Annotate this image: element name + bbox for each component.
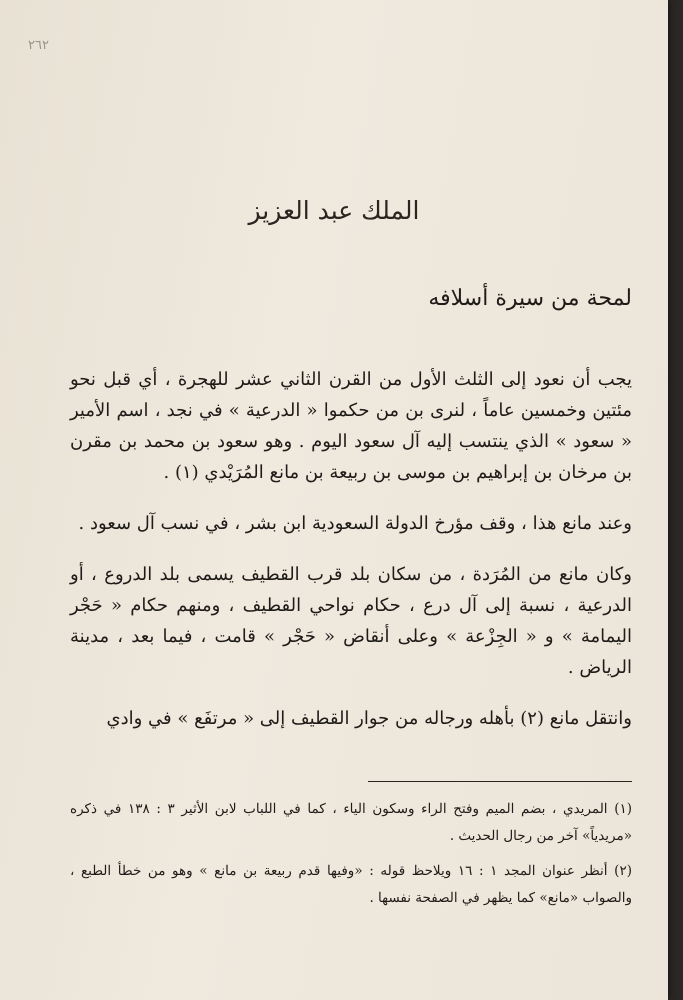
footnote-divider (368, 781, 632, 782)
running-head: الملك عبد العزيز (248, 196, 420, 225)
paragraph-3: وكان مانع من المُرَدة ، من سكان بلد قرب القطيف يسمى بلد الدروع ، أو الدرعية ، نسبة إلى آل درع ، حكام نواحي القطيف ، ومنهم حكام « حَجْر اليمامة » و « الجِزْعة » وعلى أنقاض « حَجْر » قامت ، فيما بعد ، مدينة الرياض . (70, 564, 632, 678)
paragraph-1: يجب أن نعود إلى الثلث الأول من القرن الثاني عشر للهجرة ، أي قبل نحو مئتين وخمسين عاماً ، لنرى بن من حكموا « الدرعية » في نجد ، اسم الأمير « سعود » الذي ينتسب إليه آل سعود اليوم . وهو سعود بن محمد بن مقرن بن مرخان بن إبراهيم بن موسى بن ربيعة بن مانع المُرَيْدي (١) . (70, 369, 632, 483)
footnote-1: (١) المريدي ، بضم الميم وفتح الراء وسكون الياء ، كما في اللباب لابن الأثير ٣ : ١٣٨ في ذكره «مريدياً» آخر من رجال الحديث . (70, 801, 633, 844)
body-text (70, 364, 632, 754)
section-title: لمحة من سيرة أسلافه (428, 286, 632, 311)
paragraph-2: وعند مانع هذا ، وقف مؤرخ الدولة السعودية ابن بشر ، في نسب آل سعود . (78, 513, 632, 534)
footnotes (70, 796, 632, 920)
footnote-2: (٢) أنظر عنوان المجد ١ : ١٦ ويلاحظ قوله : «وفيها قدم ربيعة بن مانع » وهو من خطأ الطبع ، والصواب «مانع» كما يظهر في الصفحة نفسها . (70, 863, 632, 906)
page-number: ٢٦٢ (28, 38, 49, 53)
paragraph-4: وانتقل مانع (٢) بأهله ورجاله من جوار القطيف إلى « مرتفَع » في وادي (106, 708, 632, 729)
